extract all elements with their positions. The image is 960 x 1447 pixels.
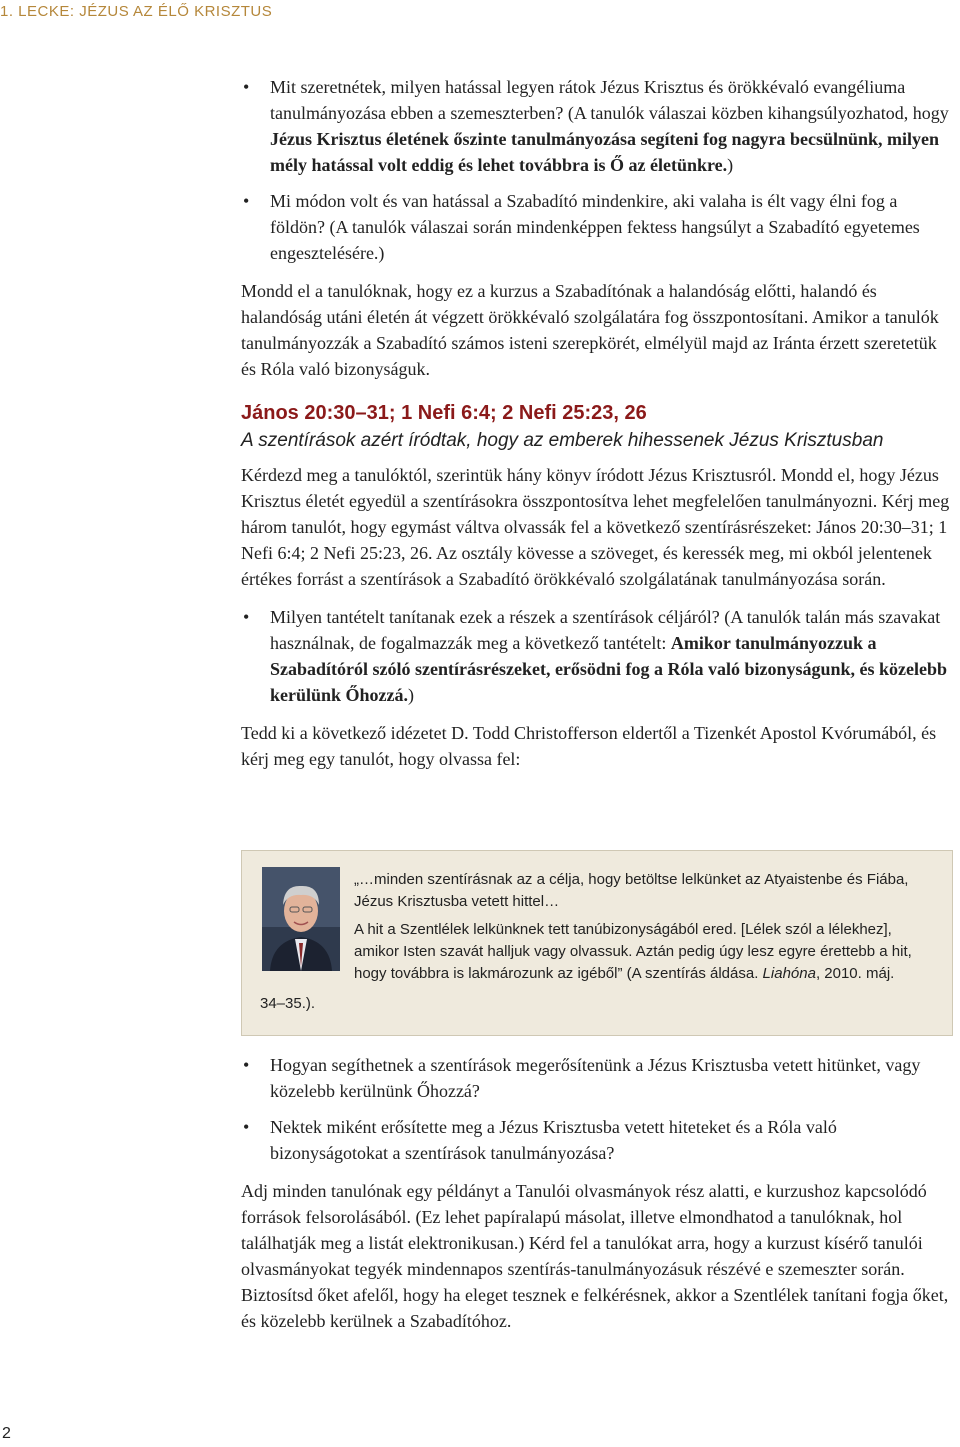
running-header: 1. LECKE: JÉZUS AZ ÉLŐ KRISZTUS	[0, 3, 273, 20]
section-paragraph: Kérdezd meg a tanulóktól, szerintük hány könyv íródott Jézus Krisztusról. Mondd el, hogy Jézus Krisztus életét egyedül a szentírásokra összpontosítva lehet megfelelően tanulmányozni. Kérj meg három tanulót, hogy egymást váltva olvassák fel a következő szentírásrészeket: János 20:30–31; 1 Nefi 6:4; 2 Nefi 25:23, 26. Az osztály kövesse a szöveget, és keressék meg, mi okból jelentenek értékes forrást a szentírások a Szabadító örökkévaló szolgálatának tanulmányozása során.	[241, 465, 950, 589]
quote-intro-paragraph: Tedd ki a következő idézetet D. Todd Christofferson eldertől a Tizenkét Apostol Kvórumából, és kérj meg egy tanulót, hogy olvassa fel:	[241, 723, 937, 769]
main-content-top	[241, 74, 955, 784]
portrait-photo	[262, 867, 340, 971]
intro-paragraph: Mondd el a tanulóknak, hogy ez a kurzus a Szabadítónak a halandóság előtti, halandó és halandóság utáni életén át végzett örökkévaló szolgálatára fog összpontosítani. Amikor a tanulók tanulmányozzák a Szabadító számos isteni szerepkörét, elmélyül majd az Iránta érzett szeretetük és Róla való bizonyságuk.	[241, 281, 939, 379]
quote-text	[354, 869, 922, 991]
section-title: A szentírások azért íródtak, hogy az emberek hihessenek Jézus Krisztusban	[241, 430, 884, 451]
question-list-top	[241, 74, 955, 266]
quote-citation-continuation: 34–35.).	[260, 995, 316, 1012]
page-number: 2	[2, 1425, 11, 1442]
quote-box	[241, 850, 953, 1036]
question-list-middle	[241, 604, 955, 708]
list-item: • Milyen tantételt tanítanak ezek a részek a szentírások céljáról? (A tanulók talán más szavakat használnak, de fogalmazzák meg a következő tantételt: Amikor tanulmányozzuk a Szabadítóról szóló szentírásrészeket, erősödni fog a Róla való bizonyságunk, és közelebb kerülünk Őhozzá.)	[241, 604, 955, 708]
list-item: • Hogyan segíthetnek a szentírások megerősítenünk a Jézus Krisztusba vetett hitünket, vagy közelebb kerülnünk Őhozzá?	[241, 1052, 955, 1104]
main-content-bottom	[241, 1052, 955, 1346]
list-item: • Mit szeretnétek, milyen hatással legyen rátok Jézus Krisztus és örökkévaló evangéliuma tanulmányozása ebben a szemeszterben? (A tanulók válaszai közben kihangsúlyozhatod, hogy Jézus Krisztus életének őszinte tanulmányozása segíteni fog nagyra becsülnünk, milyen mély hatással volt eddig és lehet továbbra is Ő az életünkre.)	[241, 74, 955, 178]
quote-line-2: A hit a Szentlélek lelkünknek tett tanúbizonyságából ered. [Lélek szól a lélekhez], amikor Isten szavát halljuk vagy olvassuk. Aztán pedig úgy lesz egyre érettebb a hit, hogy továbbra is lakmározunk az igéből” (A szentírás áldása. Liahóna, 2010. máj.	[354, 921, 912, 982]
question-list-bottom	[241, 1052, 955, 1166]
section-scripture-reference: János 20:30–31; 1 Nefi 6:4; 2 Nefi 25:23, 26	[241, 402, 647, 424]
final-paragraph: Adj minden tanulónak egy példányt a Tanulói olvasmányok rész alatti, e kurzushoz kapcsolódó források felsorolásából. (Ez lehet papíralapú másolat, illetve elmondhatod a tanulóknak, hol találhatják meg a listát elektronikusan.) Kérd fel a tanulókat arra, hogy a kurzust kísérő tanulói olvasmányokat tegyék mindennapos szentírás-tanulmányozásuk részévé e szemeszter során. Biztosítsd őket afelől, hogy ha eleget tesznek e felkérésnek, akkor a Szentlélek tanítani fogja őket, és közelebb kerülnek a Szabadítóhoz.	[241, 1181, 949, 1331]
quote-line-1: „…minden szentírásnak az a célja, hogy betöltse lelkünket az Atyaistenbe és Fiába, Jézus Krisztusba vetett hittel…	[354, 871, 909, 910]
list-item: • Mi módon volt és van hatással a Szabadító mindenkire, aki valaha is élt vagy élni fog a földön? (A tanulók válaszai során mindenképpen fektess hangsúlyt a Szabadító egyetemes engesztelésére.)	[241, 188, 955, 266]
portrait-illustration	[262, 867, 340, 971]
list-item: • Nektek miként erősítette meg a Jézus Krisztusba vetett hiteteket és a Róla való bizonyságotokat a szentírások tanulmányozása?	[241, 1114, 955, 1166]
